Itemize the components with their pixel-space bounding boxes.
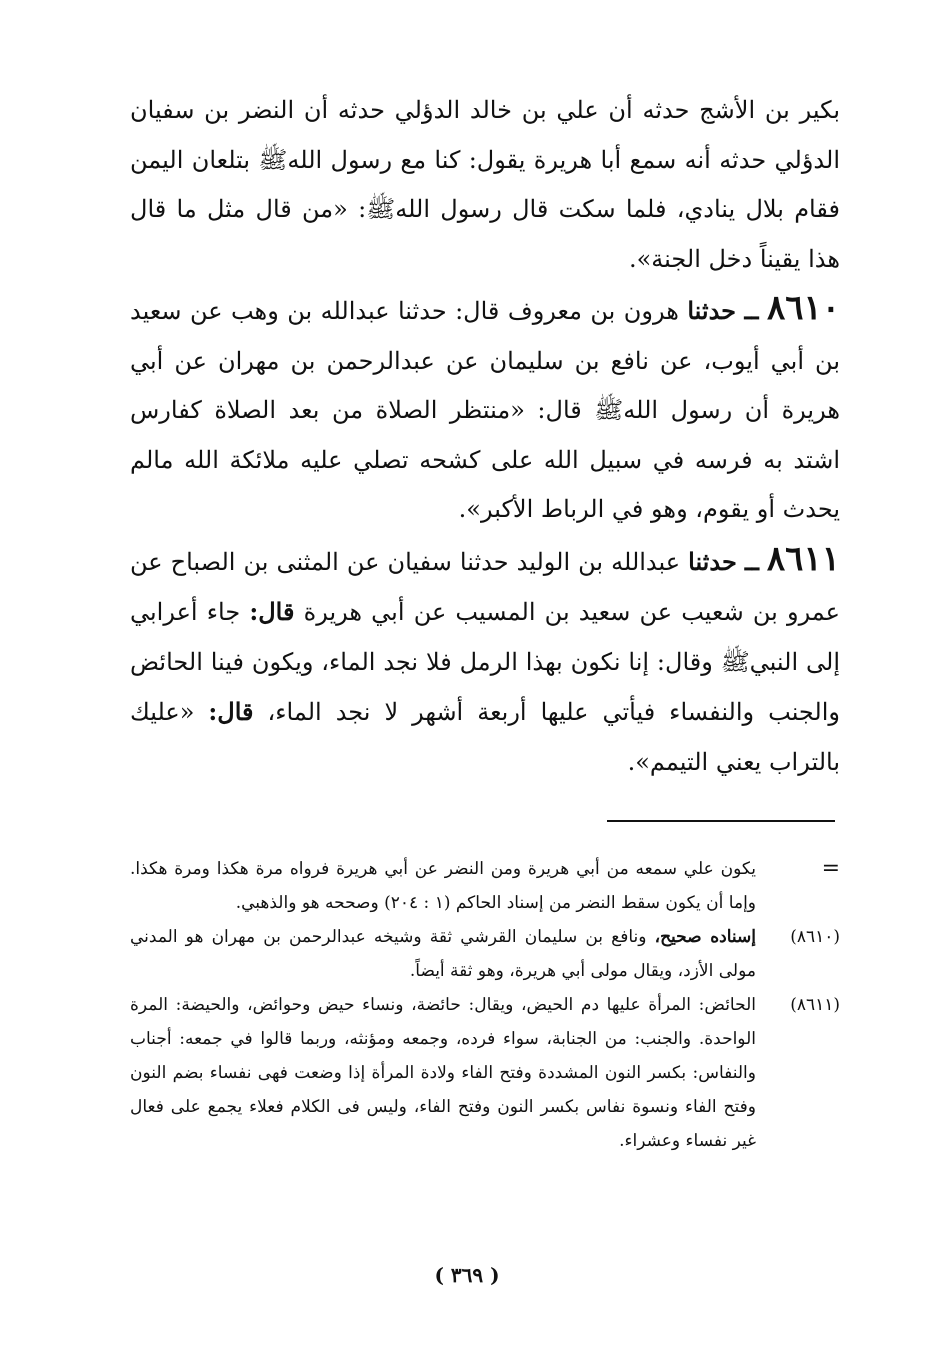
hadith-text: جاء أعرابي إلى النبيﷺ وقال: إنا نكون بهذا الرمل فلا نجد الماء، ويكون فينا الحائض والجنب والنفساء فيأتي عليها أربعة أشهر لا نجد الماء، xyxy=(130,598,840,726)
hadith-number: ٨٦١١ xyxy=(766,538,840,579)
hadith-8610 xyxy=(130,284,840,535)
page-number: ( ٣٦٩ ) xyxy=(434,1263,500,1287)
continuation-marker: = xyxy=(821,856,840,881)
footnote-text: الحائض: المرأة عليها دم الحيض، ويقال: حائضة، ونساء حيض وحوائض، والحيضة: المرة الواحدة. والجنب: من الجنابة، سواء فرده، وجمعه ومؤنثه، وربما قالوا في جمعه: أجناب والنفاس: بكسر النون المشددة وفتح الفاء ولادة المرأة إذا وضعت فهى نفساء بضم النون وفتح الفاء ونسوة نفاس بكسر النون وفتح الفاء، وليس فى الكلام فعلاء يجمع على فعال غير نفساء وعشراء. xyxy=(130,995,756,1151)
hadith-text: هرون بن معروف قال: حدثنا عبدالله بن وهب عن سعيد بن أبي أيوب، عن نافع بن سليمان عن عبدالرحمن بن مهران عن أبي هريرة أن رسول اللهﷺ قال: «منتظر الصلاة من بعد الصلاة كفارس اشتد به فرسه في سبيل الله على كشحه تصلي عليه ملائكة الله مالم يحدث أو يقوم، وهو في الرباط الأكبر». xyxy=(130,297,840,523)
footnote-label: (٨٦١٠) xyxy=(790,927,840,947)
hadith-keyword: حدثنا xyxy=(687,296,736,325)
footnote-divider xyxy=(607,820,835,822)
hadith-number: ٨٦١٠ xyxy=(766,288,840,328)
hadith-text: عبدالله بن الوليد حدثنا سفيان عن المثنى بن الصباح عن عمرو بن شعيب عن سعيد بن المسيب عن أبي هريرة xyxy=(130,547,841,626)
hadith-qal: قال: xyxy=(208,697,254,726)
footnote-8611 xyxy=(130,988,840,1158)
intro-paragraph: بكير بن الأشج حدثه أن علي بن خالد الدؤلي حدثه أن النضر بن سفيان الدؤلي حدثه أنه سمع أبا هريرة يقول: كنا مع رسول اللهﷺ بتلعان اليمن فقام بلال ينادي، فلما سكت قال رسول اللهﷺ: «من قال مثل ما قال هذا يقيناً دخل الجنة». xyxy=(130,96,840,273)
hadith-dash: ــ xyxy=(744,546,759,576)
main-text xyxy=(130,86,840,787)
hadith-text: «عليك بالتراب يعني التيمم». xyxy=(130,698,840,776)
hadith-dash: ــ xyxy=(744,296,759,325)
footnote-continuation xyxy=(130,852,840,920)
footnote-bold: إسناده صحيح، xyxy=(654,927,756,947)
footnotes xyxy=(130,852,840,1158)
footnote-text: يكون علي سمعه من أبي هريرة ومن النضر عن أبي هريرة فرواه مرة هكذا ومرة هكذا. وإما أن يكون سقط النضر من إسناد الحاكم (١ : ٢٠٤) وصححه هو والذهبي. xyxy=(130,859,757,913)
footnote-8610 xyxy=(130,920,840,988)
footnote-text: ونافع بن سليمان القرشي ثقة وشيخه عبدالرحمن بن مهران هو المدني مولى الأزد، ويقال مولى أبي هريرة، وهو ثقة أيضاً. xyxy=(130,927,756,981)
hadith-qal: قال: xyxy=(249,597,295,626)
hadith-keyword: حدثنا xyxy=(688,546,737,576)
footnote-label: (٨٦١١) xyxy=(790,995,840,1015)
hadith-8611 xyxy=(130,535,840,788)
